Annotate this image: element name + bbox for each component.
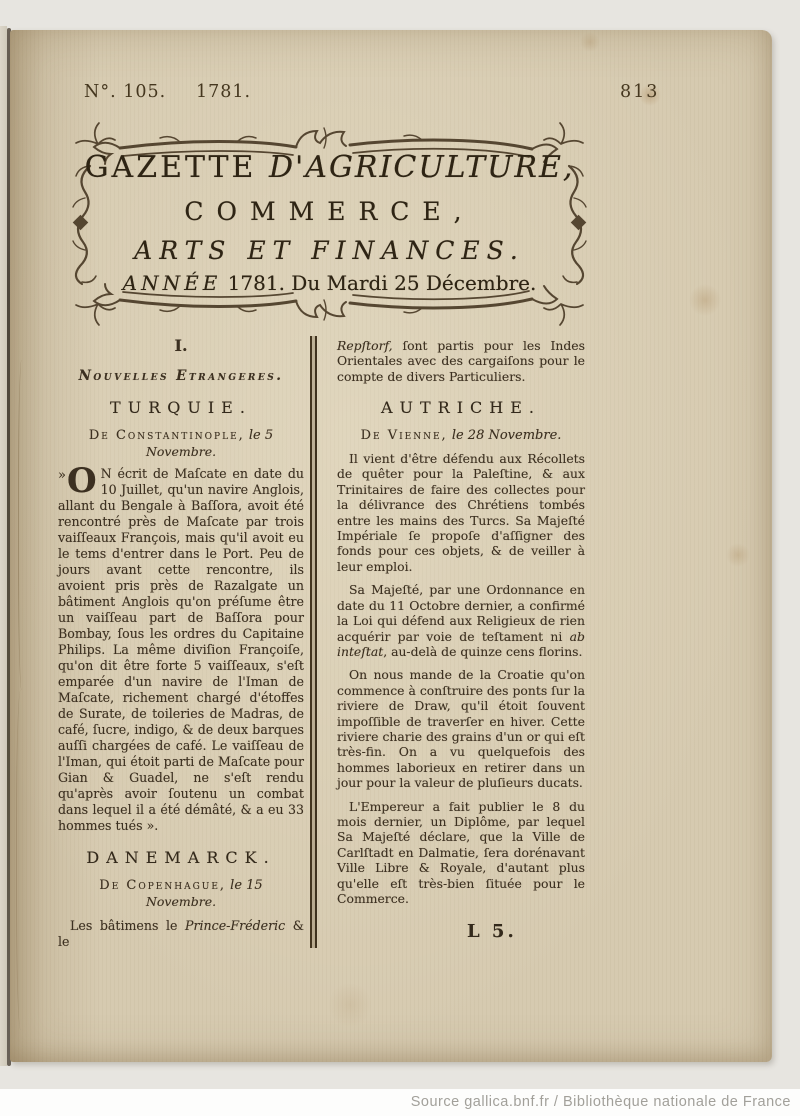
continuation-paragraph: Repſtorf, ſont partis pour les Indes Orientales avec des cargaiſons pour le compte de divers Particuliers.: [337, 338, 585, 384]
dateline-constantinople: De Constantinople, le 5: [88, 428, 274, 443]
heading-turquie: TURQUIE.: [110, 398, 252, 417]
masthead-date-line: [62, 271, 597, 295]
dateline-copenhague: De Copenhague, le 15: [99, 878, 263, 893]
masthead-title-line2: COMMERCE,: [184, 197, 475, 226]
paragraph: Sa Majeſté, par une Ordonnance en date du 11 Octobre dernier, a confirmé la Loi qui défend aux Religieux de rien acquérir par voie de teſtament ni ab inteſtat, au-delà de quinze cens florins.: [337, 582, 585, 659]
right-column: [337, 332, 585, 943]
page-gutter-crease: [18, 360, 25, 690]
page-gutter-crease: [16, 690, 25, 1030]
masthead-title-line3: ARTS ET FINANCES.: [134, 236, 525, 265]
scanned-newspaper-page: [10, 30, 772, 1062]
open-quote: »: [58, 468, 66, 483]
masthead-annee: ANNÉE: [122, 271, 222, 295]
page-number: 813: [620, 82, 660, 102]
masthead-date-rest: 1781. Du Mardi 25 Décembre.: [221, 271, 537, 295]
paragraph: Il vient d'être défendu aux Récollets de quêter pour la Paleſtine, & aux Trinitaires de faire des collectes pour la délivrance des Chrétiens tombés entre les mains des Turcs. Sa Majeſté Impériale ſe propoſe d'aſſigner des fonds pour ces objets, & de veiller à leur emploi.: [337, 451, 585, 574]
left-column: [58, 332, 304, 950]
column-divider-rule: [310, 336, 317, 948]
article-body-turquie: » O N écrit de Maſcate en date du 10 Juillet, qu'un navire Anglois, allant du Bengale à Baſſora, avoit été rencontré près de Maſcate par trois vaiſſeaux François, mais qu'il avoit eu le tems d'entrer dans le Port. Peu de jours avant cette rencontre, ils avoient pris près de Razalgate un bâtiment Anglois qu'on préſume être un vaiſſeau part de Baſſora pour Bombay, ſous les ordres du Capitaine Philips. La même diviſion Françoiſe, qu'on dit être forte 5 vaiſſeaux, s'eſt emparée d'un navire de l'Iman de Maſcate, richement chargé d'étoffes de Surate, de toileries de Madras, de café, ſucre, indigo, & de deux barques auſſi chargées de café. Le vaiſſeau de l'Iman, qui étoit parti de Maſcate pour Gian & Guadel, ne s'eſt rendu qu'après avoir ſoutenu un combat dans lequel il a été démâté, & a eu 33 hommes tués ».: [58, 461, 304, 833]
dateline-month: Novembre.: [145, 894, 217, 909]
source-attribution: Source gallica.bnf.fr / Bibliothèque nationale de France: [410, 1094, 791, 1110]
issue-number: N°. 105.: [84, 82, 167, 102]
paragraph: On nous mande de la Croatie qu'on commence à conſtruire des ponts ſur la riviere de Draw, qu'il étoit ſouvent impoſſible de traverſer en hiver. Cette riviere charie des grains d'un or qui eſt très-fin. On a vu quelquefois des hommes laborieux en retirer dans un jour pour la valeur de pluſieurs ducats.: [337, 667, 585, 791]
heading-danemarck: DANEMARCK.: [86, 848, 276, 867]
masthead-title-line1: [62, 150, 597, 185]
heading-autriche: AUTRICHE.: [380, 398, 542, 418]
drop-cap: O: [66, 461, 97, 501]
source-footer-bar: [0, 1089, 800, 1116]
section-title: Nouvelles Etrangeres.: [78, 368, 284, 384]
book-edge-strip: [0, 26, 7, 1066]
masthead-title-roman: GAZETTE: [84, 150, 257, 185]
dateline-month: Novembre.: [145, 444, 217, 459]
section-number: I.: [174, 336, 188, 355]
issue-year: 1781.: [196, 82, 252, 102]
masthead-title-italic: D'AGRICULTURE,: [269, 150, 575, 185]
article-body-danemarck: Les bâtimens le Prince-Fréderic & le: [58, 918, 304, 949]
dateline-vienne: De Vienne, le 28 Novembre.: [360, 427, 562, 443]
paragraph: L'Empereur a fait publier le 8 du mois dernier, un Diplôme, par lequel Sa Majeſté déclare, que la Ville de Carlſtadt en Dalmatie, ſera dorénavant Ville Libre & Royale, d'autant plus qu'elle eſt très-bien ſituée pour le Commerce.: [337, 798, 585, 906]
signature-mark: L 5.: [467, 921, 517, 943]
